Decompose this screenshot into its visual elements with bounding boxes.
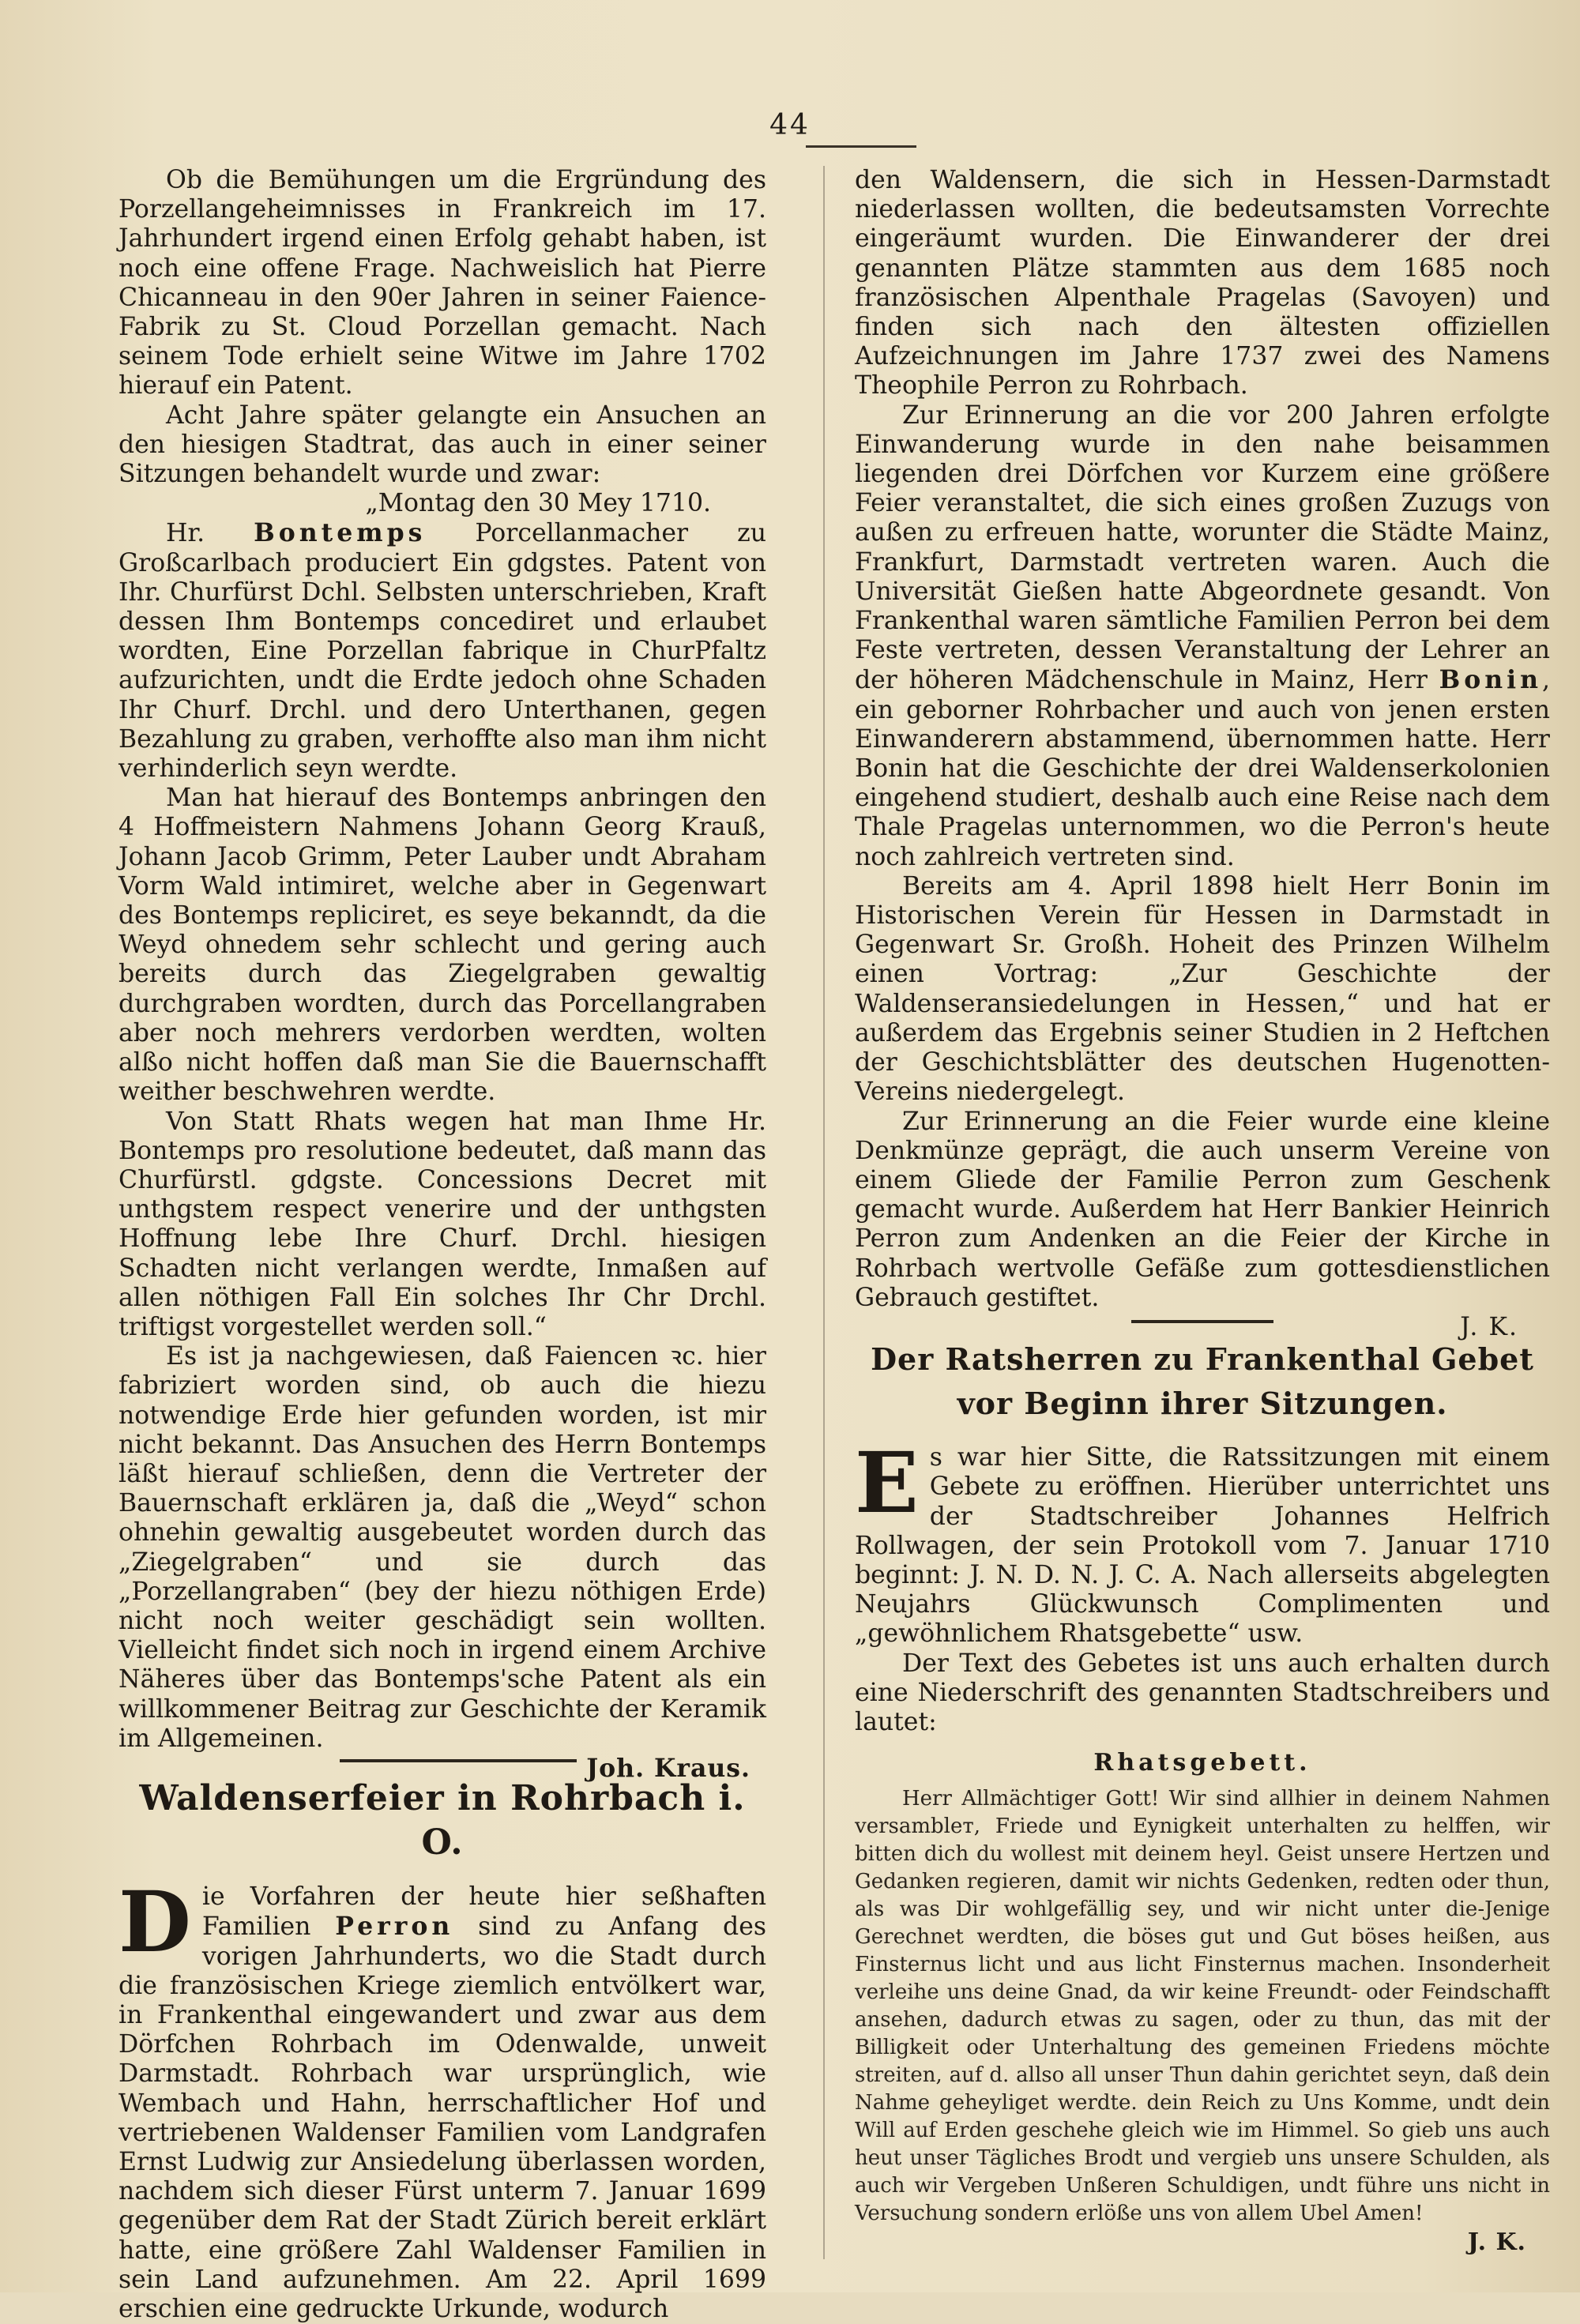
- porcelain-paragraph-2: Acht Jahre später gelangte ein Ansuchen an den hiesigen Stadtrat, das auch in einer seiner Sitzungen behandelt wurde und zwar:: [118, 400, 766, 489]
- quote-paragraph-3: Von Statt Rhats wegen hat man Ihme Hr. Bontemps pro resolutione bedeutet, daß mann das Churfürstl. gdgste. Concessions Decret mit unthgstem respect venerire und der unthgsten Hoffnung lebe Ihre Churf. Drchl. hiesigen Schadten nicht verlangen werdte, Inmaßen auf allen nöthigen Fall Ein solches Ihr Chr Drchl. triftigst vorgestellet werden soll.“: [118, 1107, 766, 1341]
- waldenser-paragraph-2-start: Zur Erinnerung an die vor 200 Jahren erfolgte Einwanderung wurde in den nahe beisammen liegenden drei Dörfchen vor Kurzem eine größere Feier veranstaltet, die sich eines großen Zuzugs von außen zu erfreuen hatte, worunter die Städte Mainz, Frankfurt, Darmstadt vertreten waren. Auch die Universität Gießen hatte Abgeordnete gesandt. Von Frankenthal waren sämtliche Familien Perron bei dem Feste vertreten, dessen Veranstaltung der Lehrer an der höheren Mädchenschule in Mainz, Herr: [855, 400, 1550, 695]
- waldenser-paragraph-3: Bereits am 4. April 1898 hielt Herr Bonin im Historischen Verein für Hessen in Darmstadt in Gegenwart Sr. Großh. Hoheit des Prinzen Wilhelm einen Vortrag: „Zur Geschichte der Waldenseransiedelungen in Hessen,“ und hat er außerdem das Ergebnis seiner Studien in 2 Heftchen der Geschichtsblätter des deutschen Hugenotten-Vereins niedergelegt.: [855, 871, 1550, 1107]
- section-title-ratsherren: Der Ratsherren zu Frankenthal Gebet vor Beginn ihrer Sitzungen.: [871, 1341, 1534, 1422]
- quote-paragraph-1-rest: Porcellanmacher zu Großcarlbach produciert Ein gdgstes. Patent von Ihr. Churfürst Dchl. Selbsten unterschrieben, Kraft dessen Ihm Bontemps concediret und erlaubet wordten, Eine Porzellan fabrique in ChurPfaltz aufzurichten, undt die Erdte jedoch ohne Schaden Ihr Churf. Drchl. und dero Unterthanen, gegen Bezahlung zu graben, verhoffte also man ihm nicht verhinderlich seyn werdte.: [118, 519, 767, 784]
- quote-prefix: Hr.: [166, 519, 205, 548]
- signature-jk-1: J. K.: [1460, 1312, 1518, 1341]
- left-column: [118, 166, 766, 2324]
- waldenser-paragraph-2-rest: , ein geborner Rohrbacher und auch von jenen ersten Einwanderern abstammend, übernommen hatte. Herr Bonin hat die Geschichte der drei Waldenserkolonien eingehend studiert, deshalb auch eine Reise nach dem Thale Pragelas unternommen, wo die Perron's heute noch zahlreich vertreten sind.: [855, 666, 1550, 871]
- waldenser-paragraph-1: [118, 1872, 767, 2324]
- section-rule-1: [340, 1759, 577, 1762]
- porcelain-paragraph-3: Es ist ja nachgewiesen, daß Faiencen ꝛc. hier fabriziert worden sind, ob auch die hiezu notwendige Erde hier gefunden worden, ist mir nicht bekannt. Das Ansuchen des Herrn Bontemps läßt hierauf schließen, denn die Vertreter der Bauernschaft erklären ja, daß die „Weyd“ schon ohnehin gewaltig ausgebeutet worden durch das „Ziegelgraben“ und sie durch das „Porzellangraben“ (bey der hiezu nöthigen Erde) nicht noch weiter geschädigt sein wollten. Vielleicht findet sich noch in irgend einem Archive Näheres über das Bontemps'sche Patent als ein willkommener Beitrag zur Geschichte der Keramik im Allgemeinen.: [118, 1342, 766, 1753]
- ratsherren-paragraph-1: [855, 1433, 1550, 1649]
- bonin-name: Bonin: [1439, 665, 1542, 695]
- right-column: [855, 166, 1550, 2258]
- prayer-text: Herr Allmächtiger Gott! Wir sind allhier in deinem Nahmen versambleт, Friede und Eynigkeit unterhalten zu helffen, wir bitten dich du wollest mit deinem heyl. Geist unsere Hertzen und Gedanken regieren, damit wir nichts Gedenken, redten oder thun, als was Dir wohlgefällig sey, und wir nicht unter die-Jenige Gerechnet werdten, die böses gut und Gut böses heißen, aus Finsternus licht und aus licht Finsternus machen. Insonderheit verleihe uns deine Gnad, da wir keine Freundt- oder Feindschafft ansehen, dadurch etwas zu sagen, oder zu thun, das mit der Billigkeit oder Unterhaltung des gemeinen Friedens möchte streiten, auf d. allso all unser Thun dahin gerichtet seyn, daß dein Nahme geheyliget werdte. dein Reich zu Uns Komme, undt dein Will auf Erden geschehe gleich wie im Himmel. So gieb uns auch heut unser Tägliches Brodt und vergieb uns unsere Schulden, als auch wir Vergeben Unßeren Schuldigen, undt führe uns nicht in Versuchung sondern erlöße uns von allem Ubel Amen!: [855, 1787, 1550, 2226]
- dropcap-d: D: [118, 1872, 191, 1972]
- signature-joh-kraus: Joh. Kraus.: [586, 1753, 750, 1783]
- prayer-block: [855, 1785, 1550, 2228]
- waldenser-paragraph-2: [855, 401, 1550, 872]
- quote-paragraph-1: [118, 518, 766, 784]
- page-number: 44: [769, 109, 811, 141]
- prayer-title: Rhatsgebett.: [1093, 1749, 1311, 1777]
- waldenser-paragraph-1-rest: sind zu Anfang des vorigen Jahrhunderts, wo die Stadt durch die französischen Kriege ziemlich entvölkert war, in Frankenthal eingewandert und zwar aus dem Dörfchen Rohrbach im Odenwalde, unweit Darmstadt. Rohrbach war ursprünglich, wie Wembach und Hahn, herrschaftlicher Hof und vertriebenen Waldenser Familien vom Landgrafen Ernst Ludwig zur Ansiedelung überlassen worden, nachdem sich dieser Fürst unterm 7. Januar 1699 gegenüber dem Rat der Stadt Zürich bereit erklärt hatte, eine größere Zahl Waldenser Familien in sein Land aufzunehmen. Am 22. April 1699 erschien eine gedruckte Urkunde, wodurch: [118, 1912, 767, 2324]
- waldenser-paragraph-4: Zur Erinnerung an die Feier wurde eine kleine Denkmünze geprägt, die auch unserm Vereine von einem Gliede der Familie Perron zum Geschenk gemacht wurde. Außerdem hat Herr Bankier Heinrich Perron zum Andenken an die Feier der Kirche in Rohrbach wertvolle Gefäße zum gottesdienstlichen Gebrauch gestiftet.: [855, 1107, 1550, 1312]
- perron-name: Perron: [335, 1912, 454, 1942]
- porcelain-paragraph-1: Ob die Bemühungen um die Ergründung des Porzellangeheimnisses in Frankreich im 17. Jahrhundert irgend einen Erfolg gehabt haben, ist noch eine offene Frage. Nachweislich hat Pierre Chicanneau in den 90er Jahren in seiner Faience-Fabrik zu St. Cloud Porzellan gemacht. Nach seinem Tode erhielt seine Witwe im Jahre 1702 hierauf ein Patent.: [118, 166, 766, 400]
- waldenser-paragraph-1-start: ie Vorfahren der heute hier seßhaften Familien: [201, 1882, 766, 1942]
- header-rule: [806, 145, 916, 148]
- bontemps-name: Bontemps: [254, 518, 427, 548]
- ratsherren-paragraph-2: Der Text des Gebetes ist uns auch erhalten durch eine Niederschrift des genannten Stadtschreibers und lautet:: [855, 1649, 1550, 1736]
- ratsherren-paragraph-1-text: s war hier Sitte, die Ratssitzungen mit einem Gebete zu eröffnen. Hierüber unterrichtet uns der Stadtschreiber Johannes Helfrich Rollwagen, der sein Protokoll vom 7. Januar 1710 beginnt: J. N. D. N. J. C. A. Nach allerseits abgelegten Neujahrs Glückwunsch Complimenten und „gewöhnlichem Rhatsgebette“ usw.: [855, 1443, 1550, 1649]
- signature-jk-2: J. K.: [1467, 2228, 1526, 2257]
- quote-paragraph-2: Man hat hierauf des Bontemps anbringen den 4 Hoffmeistern Nahmens Johann Georg Krauß, Johann Jacob Grimm, Peter Lauber undt Abraham Vorm Wald intimiret, welche aber in Gegenwart des Bontemps repliciret, es seye bekanndt, da die Weyd ohnedem sehr schlecht und gering auch bereits durch das Ziegelgraben gewaltig durchgraben wordten, durch das Porcellangraben aber noch mehrers verdorben werdten, wolten alßo nicht hoffen daß man Sie die Bauernschafft weither beschwehren werdte.: [118, 784, 766, 1107]
- waldenser-paragraph-1-cont: den Waldensern, die sich in Hessen-Darmstadt niederlassen wollten, die bedeutsamsten Vorrechte eingeräumt wurden. Die Einwanderer der drei genannten Plätze stammten aus dem 1685 noch französischen Alpenthale Pragelas (Savoyen) und finden sich nach den ältesten offiziellen Aufzeichnungen im Jahre 1737 zwei des Namens Theophile Perron zu Rohrbach.: [855, 166, 1550, 400]
- quote-date: „Montag den 30 Mey 1710.: [365, 489, 711, 518]
- column-divider: [823, 166, 825, 2259]
- section-rule-2: [1131, 1320, 1273, 1323]
- section-title-waldenserfeier: Waldenserfeier in Rohrbach i. O.: [139, 1778, 746, 1863]
- dropcap-e: E: [855, 1433, 919, 1532]
